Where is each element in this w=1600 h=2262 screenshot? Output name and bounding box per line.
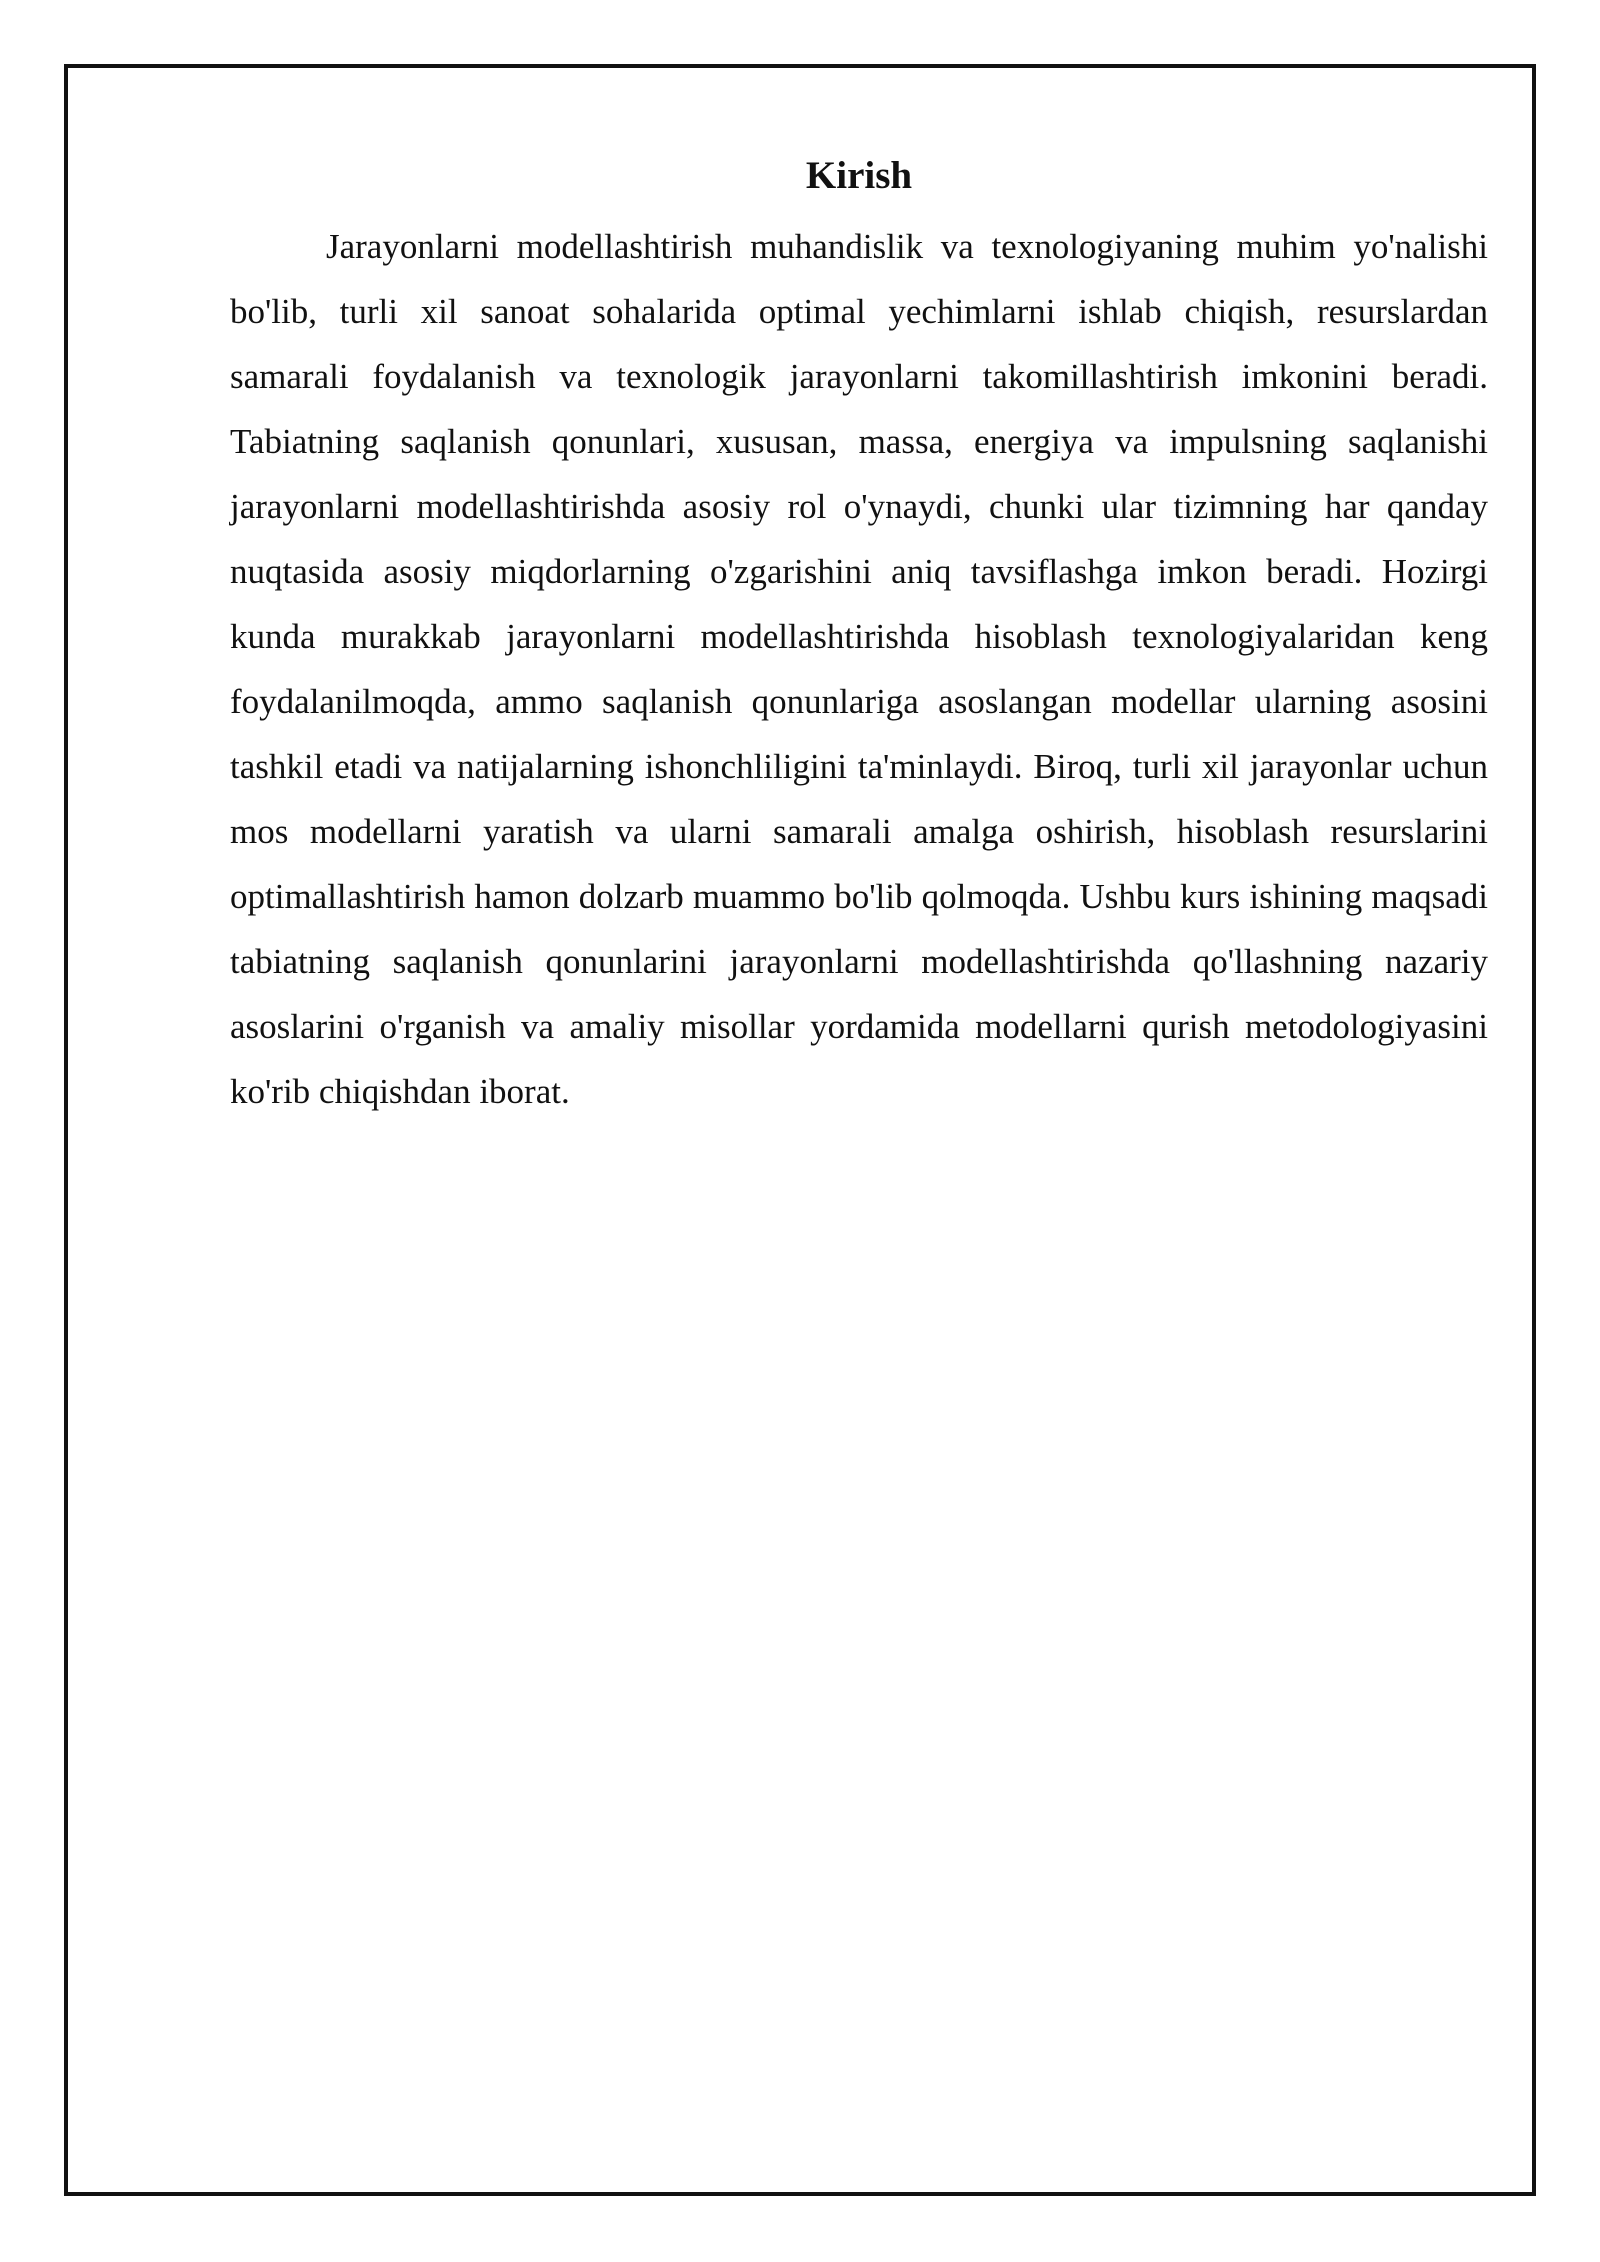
- section-title: Kirish: [805, 154, 913, 197]
- intro-paragraph: Jarayonlarni modellashtirish muhandislik va texnologiyaning muhim yo'nalishi bo'lib, turli xil sanoat sohalarida optimal yechimlarni ishlab chiqish, resurslardan samarali foydalanish va texnologik jarayonlarni takomillashtirish imkonini beradi. Tabiatning saqlanish qonunlari, xususan, massa, energiya va impulsning saqlanishi jarayonlarni modellashtirishda asosiy rol o'ynaydi, chunki ular tizimning har qanday nuqtasida asosiy miqdorlarning o'zgarishini aniq tavsiflashga imkon beradi. Hozirgi kunda murakkab jarayonlarni modellashtirishda hisoblash texnologiyalaridan keng foydalanilmoqda, ammo saqlanish qonunlariga asoslangan modellar ularning asosini tashkil etadi va natijalarning ishonchliligini ta'minlaydi. Biroq, turli xil jarayonlar uchun mos modellarni yaratish va ularni samarali amalga oshirish, hisoblash resurslarini optimallashtirish hamon dolzarb muammo bo'lib qolmoqda. Ushbu kurs ishining maqsadi tabiatning saqlanish qonunlarini jarayonlarni modellashtirishda qo'llashning nazariy asoslarini o'rganish va amaliy misollar yordamida modellarni qurish metodologiyasini ko'rib chiqishdan iborat.: [230, 227, 1488, 1111]
- document-body: [230, 148, 1488, 1124]
